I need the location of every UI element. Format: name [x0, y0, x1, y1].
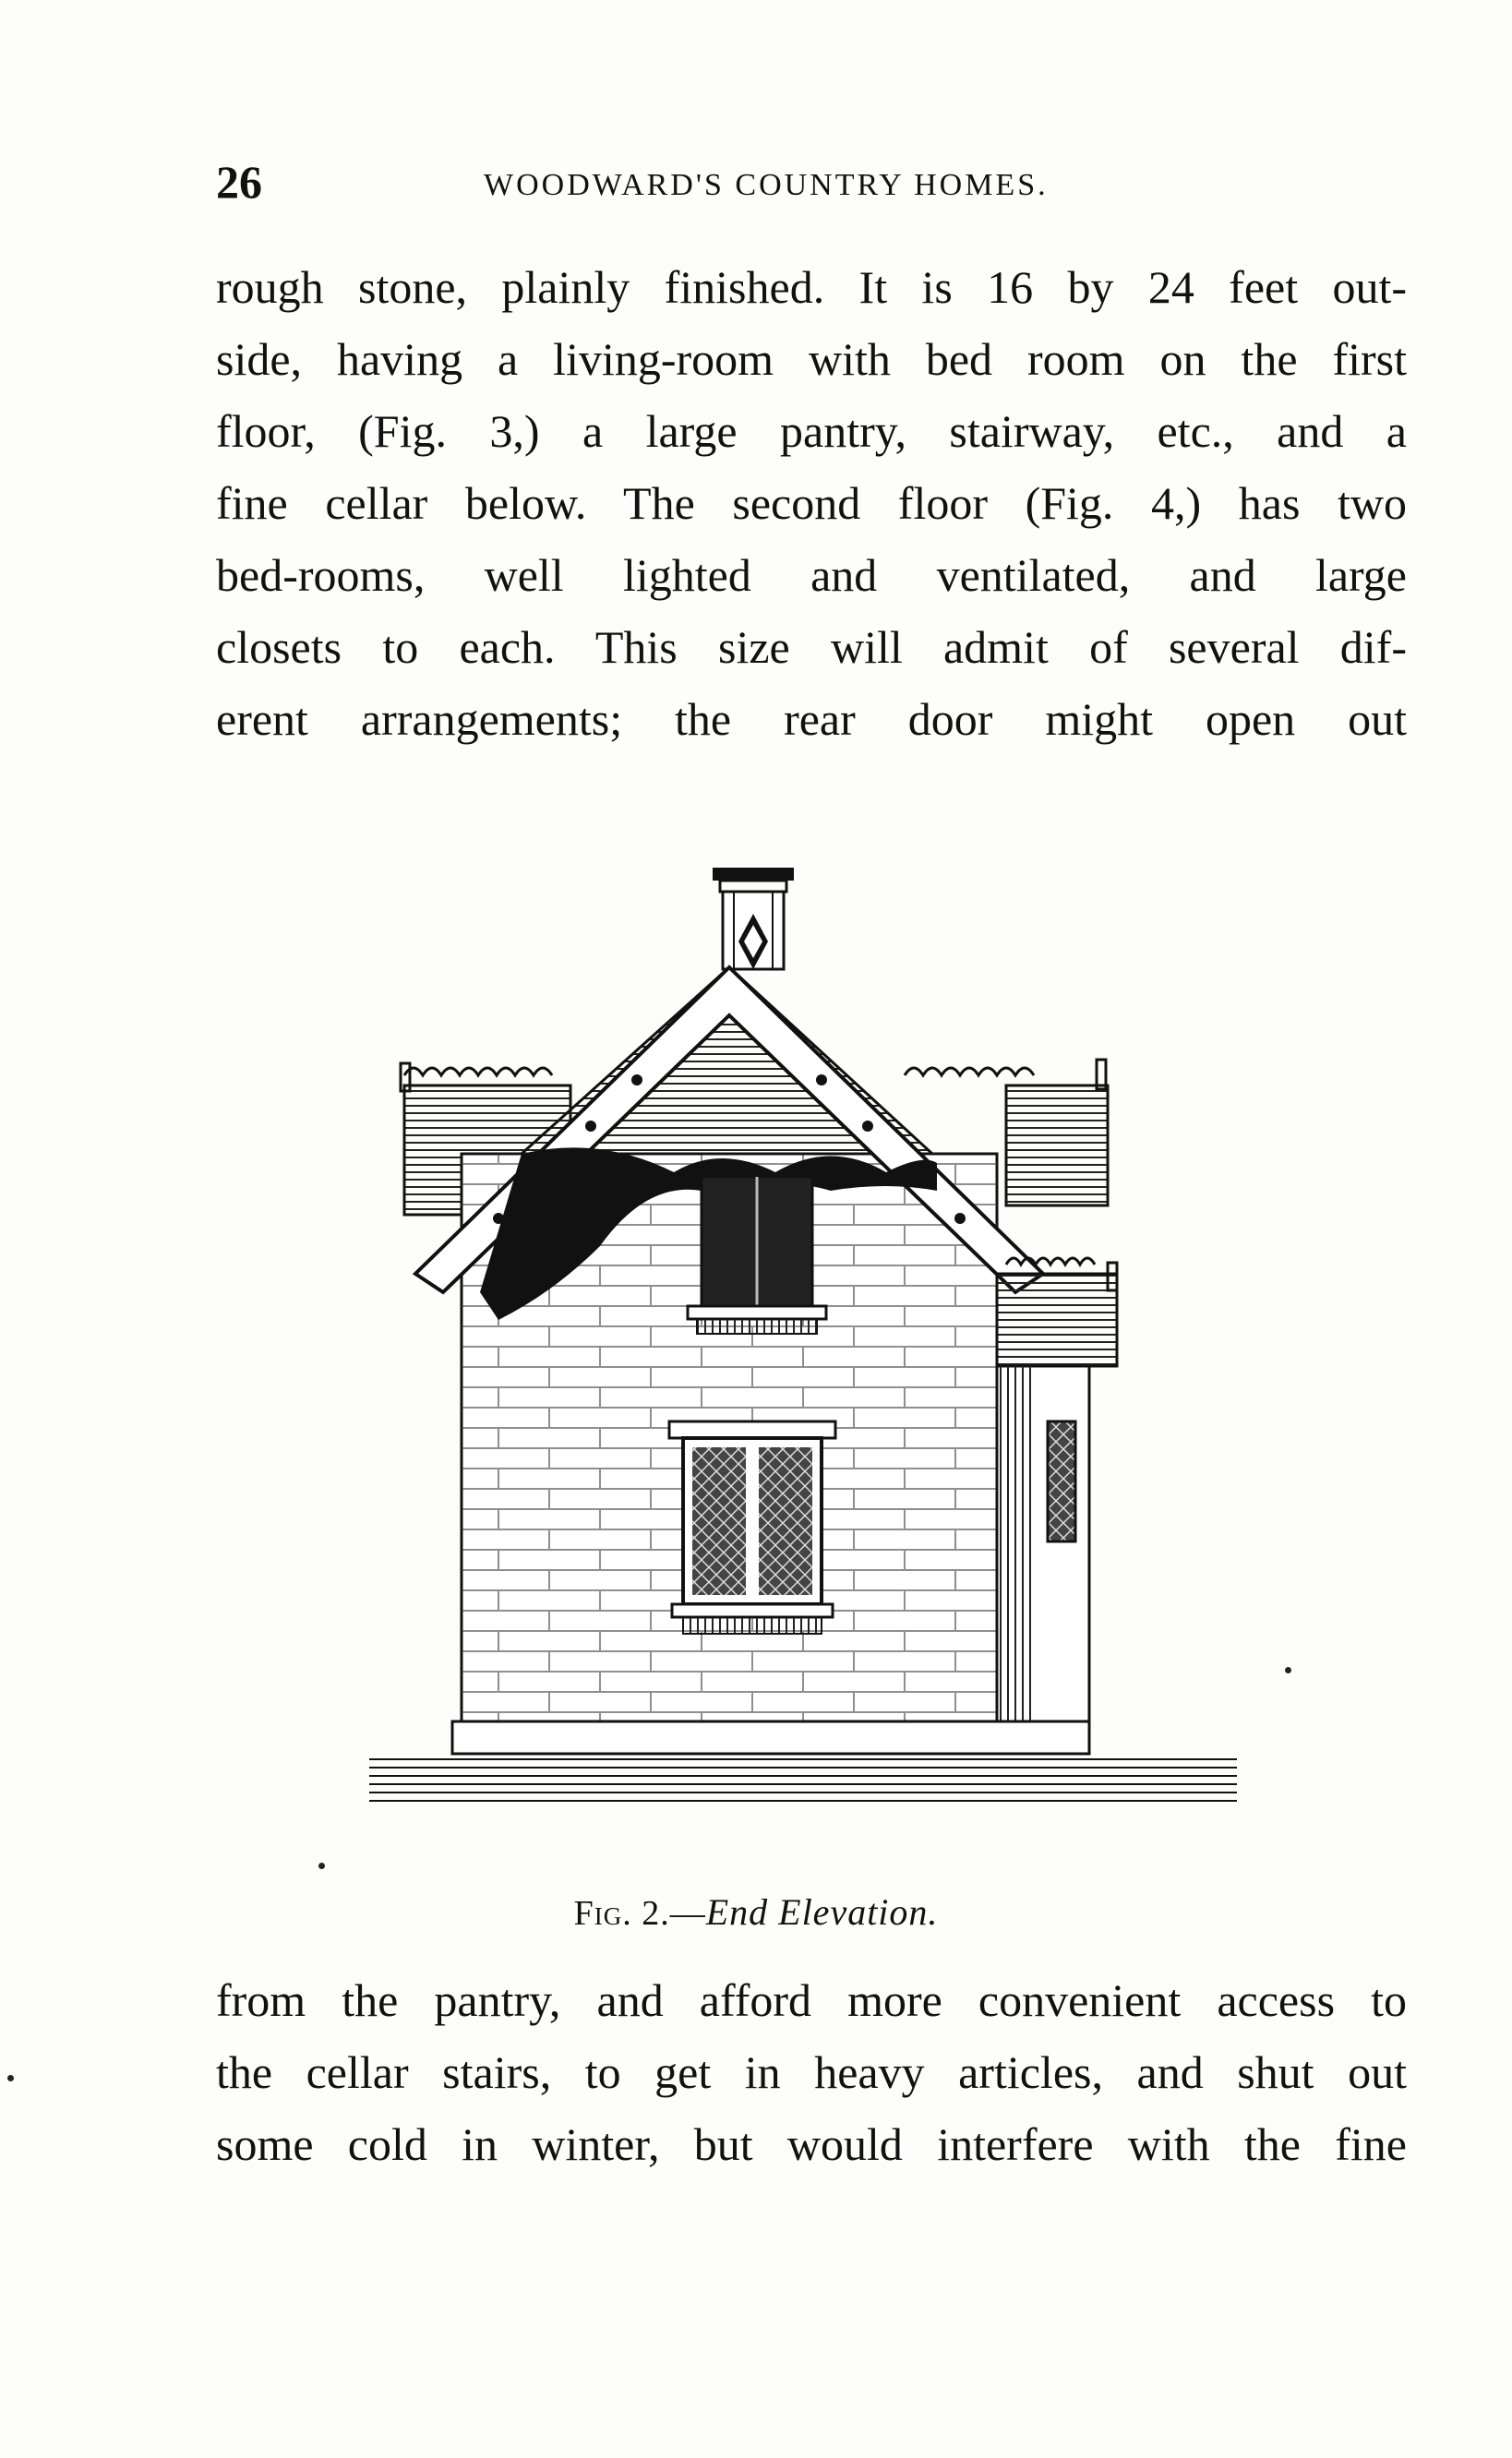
- upper-window: [688, 1177, 826, 1334]
- ground-line: [369, 1756, 1237, 1806]
- print-speck: [7, 2075, 14, 2081]
- left-roof-cresting: [404, 1068, 552, 1075]
- caption-label: Fig. 2.—: [573, 1894, 706, 1933]
- body-paragraph-1: [216, 251, 1407, 755]
- print-speck: [1285, 1667, 1291, 1673]
- text-line: floor, (Fig. 3,) a large pantry, stairway, etc., and a: [216, 405, 1407, 457]
- page-header: [216, 155, 1416, 210]
- lower-window: [669, 1421, 835, 1634]
- right-roof-hatching: [1006, 1085, 1108, 1205]
- text-line: rough stone, plainly finished. It is 16 by 24 feet out-: [216, 261, 1407, 313]
- text-line: side, having a living-room with bed room on the first: [216, 333, 1407, 385]
- text-line: fine cellar below. The second floor (Fig. 4,) has two: [216, 477, 1407, 529]
- text-line: closets to each. This size will admit of several dif-: [216, 621, 1407, 673]
- running-head: WOODWARD'S COUNTRY HOMES.: [484, 168, 1049, 202]
- text-line: bed-rooms, well lighted and ventilated, and large: [216, 549, 1407, 601]
- body-paragraph-2: [216, 1964, 1407, 2180]
- text-line: erent arrangements; the rear door might open out: [216, 693, 1407, 745]
- text-line: some cold in winter, but would interfere with the fine: [216, 2118, 1407, 2170]
- figure-caption: [0, 1890, 1512, 1934]
- chimney: [713, 868, 794, 969]
- caption-title: End Elevation.: [705, 1891, 939, 1933]
- text-line: the cellar stairs, to get in heavy articles, and shut out: [216, 2046, 1407, 2098]
- text-line: from the pantry, and afford more convenient access to: [216, 1974, 1407, 2026]
- house-end-elevation-illustration: [369, 858, 1274, 1864]
- side-porch: [997, 1258, 1117, 1754]
- print-speck: [318, 1863, 325, 1869]
- page-number: 26: [216, 156, 262, 208]
- foundation: [452, 1721, 1089, 1754]
